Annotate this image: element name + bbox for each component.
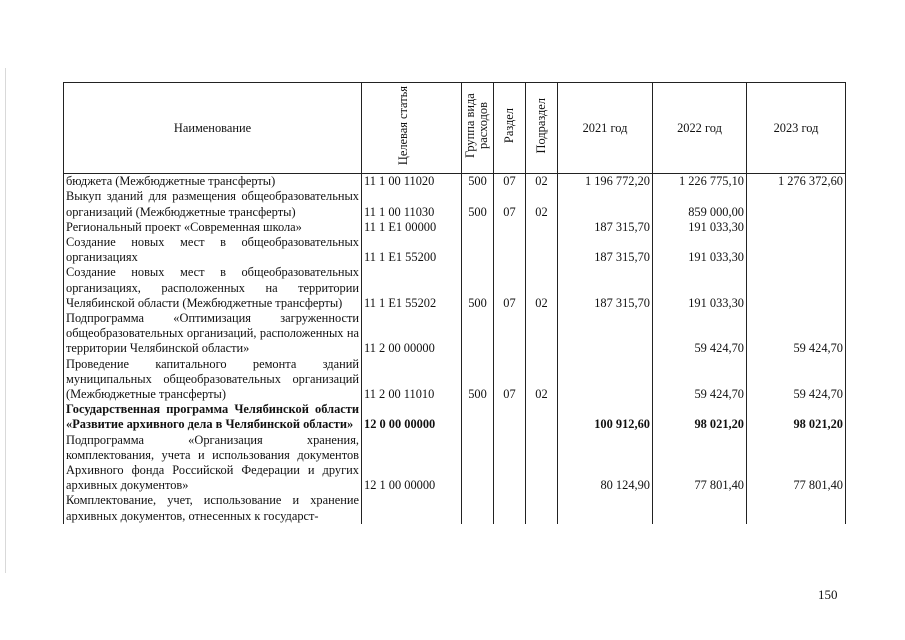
- table-header-row: [64, 83, 846, 174]
- row-value-2022: 1 226 775,10: [653, 174, 747, 190]
- row-value-2023: [747, 220, 846, 235]
- table-row: [64, 357, 846, 403]
- row-value-2023: 59 424,70: [747, 311, 846, 357]
- header-subsection: Подраздел: [526, 83, 558, 174]
- table-row: [64, 189, 846, 219]
- row-value-2021: 187 315,70: [558, 235, 653, 265]
- row-section: [494, 433, 526, 494]
- row-value-2021: 1 196 772,20: [558, 174, 653, 190]
- row-value-2022: 191 033,30: [653, 235, 747, 265]
- table-row: [64, 402, 846, 432]
- row-target-article: [362, 493, 462, 523]
- table-row: [64, 174, 846, 190]
- budget-table: [63, 82, 846, 524]
- row-section: [494, 493, 526, 523]
- row-expense-group: 500: [462, 174, 494, 190]
- table-row: [64, 235, 846, 265]
- header-name: Наименование: [64, 83, 362, 174]
- row-value-2023: [747, 493, 846, 523]
- row-expense-group: 500: [462, 265, 494, 311]
- row-value-2022: 191 033,30: [653, 265, 747, 311]
- row-value-2022: [653, 493, 747, 523]
- row-expense-group: [462, 402, 494, 432]
- row-expense-group: 500: [462, 357, 494, 403]
- row-value-2022: 98 021,20: [653, 402, 747, 432]
- row-name: Создание новых мест в общеобразовательных организациях, расположенных на территории Челябинской области (Межбюджетные трансферты): [64, 265, 362, 311]
- row-name: Комплектование, учет, использование и хранение архивных документов, отнесенных к государст-: [64, 493, 362, 523]
- row-section: [494, 402, 526, 432]
- table-row: [64, 220, 846, 235]
- header-2022: 2022 год: [653, 83, 747, 174]
- row-value-2021: [558, 357, 653, 403]
- row-name: бюджета (Межбюджетные трансферты): [64, 174, 362, 190]
- row-value-2022: 59 424,70: [653, 357, 747, 403]
- row-subsection: 02: [526, 265, 558, 311]
- row-value-2022: 77 801,40: [653, 433, 747, 494]
- row-value-2021: 80 124,90: [558, 433, 653, 494]
- row-value-2023: 98 021,20: [747, 402, 846, 432]
- table-body: [64, 174, 846, 524]
- table-row: [64, 493, 846, 523]
- row-value-2021: [558, 189, 653, 219]
- row-subsection: 02: [526, 357, 558, 403]
- table-row: [64, 265, 846, 311]
- row-section: 07: [494, 174, 526, 190]
- row-subsection: [526, 433, 558, 494]
- row-expense-group: [462, 433, 494, 494]
- row-expense-group: [462, 220, 494, 235]
- row-section: [494, 311, 526, 357]
- row-section: [494, 235, 526, 265]
- row-target-article: 11 1 E1 55202: [362, 265, 462, 311]
- row-value-2021: 187 315,70: [558, 265, 653, 311]
- row-value-2021: [558, 311, 653, 357]
- header-expense-group: Группа вида расходов: [462, 83, 494, 174]
- row-subsection: [526, 235, 558, 265]
- row-subsection: [526, 402, 558, 432]
- row-value-2023: 59 424,70: [747, 357, 846, 403]
- header-2021: 2021 год: [558, 83, 653, 174]
- row-subsection: [526, 220, 558, 235]
- row-name: Выкуп зданий для размещения общеобразовательных организаций (Межбюджетные трансферты): [64, 189, 362, 219]
- row-value-2023: 77 801,40: [747, 433, 846, 494]
- table-row: [64, 311, 846, 357]
- row-subsection: 02: [526, 189, 558, 219]
- row-value-2021: 100 912,60: [558, 402, 653, 432]
- row-name: Государственная программа Челябинской области «Развитие архивного дела в Челябинской области»: [64, 402, 362, 432]
- row-expense-group: [462, 235, 494, 265]
- page-number: 150: [818, 587, 838, 602]
- row-section: 07: [494, 357, 526, 403]
- row-value-2022: 859 000,00: [653, 189, 747, 219]
- row-target-article: 12 1 00 00000: [362, 433, 462, 494]
- row-name: Создание новых мест в общеобразовательных организациях: [64, 235, 362, 265]
- row-value-2023: 1 276 372,60: [747, 174, 846, 190]
- row-value-2023: [747, 189, 846, 219]
- row-target-article: 11 1 00 11030: [362, 189, 462, 219]
- row-value-2023: [747, 235, 846, 265]
- row-value-2023: [747, 265, 846, 311]
- row-value-2022: 59 424,70: [653, 311, 747, 357]
- table-row: [64, 433, 846, 494]
- row-value-2021: [558, 493, 653, 523]
- row-name: Подпрограмма «Организация хранения, комплектования, учета и использования документов Архивного фонда Российской Федерации и других архивных документов»: [64, 433, 362, 494]
- row-target-article: 11 1 E1 55200: [362, 235, 462, 265]
- row-expense-group: 500: [462, 189, 494, 219]
- header-section: Раздел: [494, 83, 526, 174]
- row-target-article: 11 1 00 11020: [362, 174, 462, 190]
- row-expense-group: [462, 311, 494, 357]
- row-section: 07: [494, 265, 526, 311]
- row-target-article: 11 2 00 00000: [362, 311, 462, 357]
- row-section: [494, 220, 526, 235]
- header-2023: 2023 год: [747, 83, 846, 174]
- left-margin-line: [5, 68, 6, 573]
- row-target-article: 11 2 00 11010: [362, 357, 462, 403]
- row-subsection: [526, 311, 558, 357]
- row-expense-group: [462, 493, 494, 523]
- row-target-article: 12 0 00 00000: [362, 402, 462, 432]
- row-target-article: 11 1 E1 00000: [362, 220, 462, 235]
- row-name: Подпрограмма «Оптимизация загруженности общеобразовательных организаций, расположенных на территории Челябинской области»: [64, 311, 362, 357]
- row-name: Региональный проект «Современная школа»: [64, 220, 362, 235]
- row-subsection: 02: [526, 174, 558, 190]
- row-subsection: [526, 493, 558, 523]
- row-name: Проведение капитального ремонта зданий муниципальных общеобразовательных организаций (Межбюджетные трансферты): [64, 357, 362, 403]
- row-value-2022: 191 033,30: [653, 220, 747, 235]
- row-value-2021: 187 315,70: [558, 220, 653, 235]
- row-section: 07: [494, 189, 526, 219]
- header-target-article: Целевая статья: [362, 83, 462, 174]
